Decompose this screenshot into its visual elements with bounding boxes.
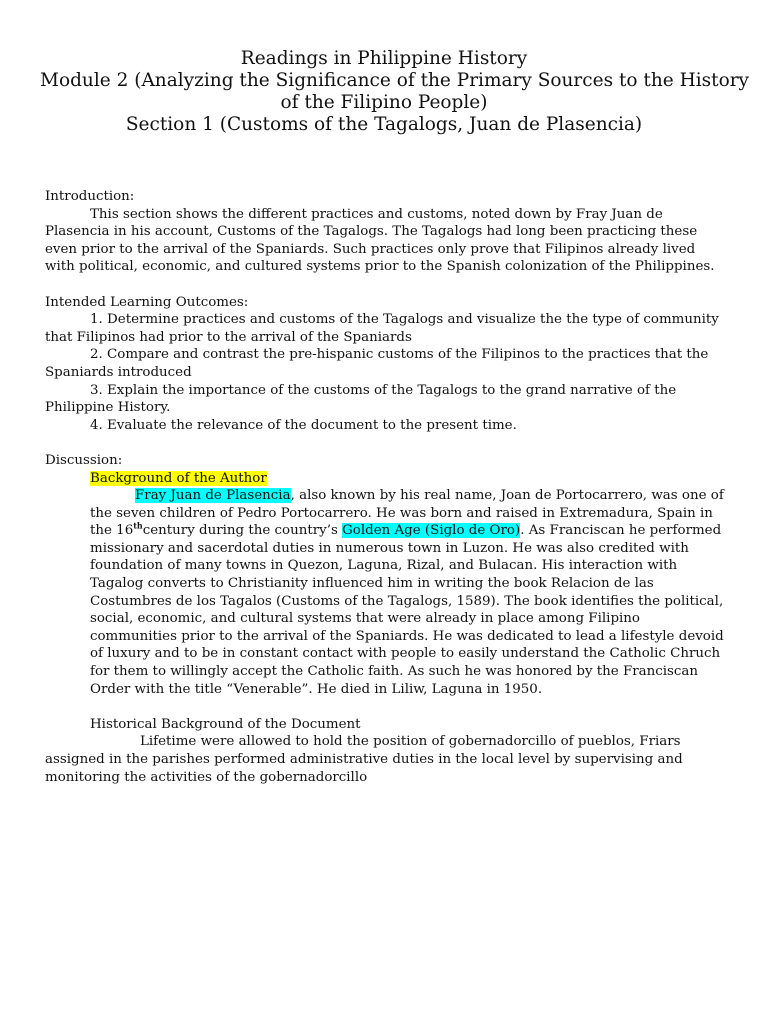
- author-text: , also known by his real name, Joan de Portocarrero, was one of the seven children of Pedro Portocarrero. He was born and raised in Extremadura, Spain in the 16: [90, 488, 724, 539]
- outcomes-label: Intended Learning Outcomes:: [45, 294, 249, 310]
- historical-text: Lifetime were allowed to hold the position of gobernadorcillo of pueblos, Friars assigned in the parishes performed administrative duties in the local level by supervising and monitoring the activities of the gobernadorcillo: [45, 734, 683, 785]
- outcome-item: 3. Explain the importance of the customs of the Tagalogs to the grand narrative of the Philippine History.: [45, 382, 677, 416]
- ordinal-suffix: th: [133, 520, 143, 531]
- golden-age-highlight: Golden Age (Siglo de Oro): [342, 523, 521, 539]
- author-name-highlight: Fray Juan de Plasencia: [135, 488, 291, 504]
- title-course: Readings in Philippine History: [240, 48, 528, 69]
- author-heading: [45, 470, 725, 488]
- title-module: Module 2 (Analyzing the Significance of the Primary Sources to the History: [40, 70, 749, 91]
- historical-heading: Historical Background of the Document: [90, 716, 361, 732]
- document-body: [45, 188, 725, 786]
- title-section: Section 1 (Customs of the Tagalogs, Juan de Plasencia): [125, 114, 643, 135]
- title-module-cont: of the Filipino People): [280, 92, 488, 113]
- author-heading-text: Background of the Author: [90, 470, 267, 486]
- document-title: [40, 48, 749, 136]
- introduction-text: This section shows the different practices and customs, noted down by Fray Juan de Plasencia in his account, Customs of the Tagalogs. The Tagalogs had long been practicing these even prior to the arrival of the Spaniards. Such practices only prove that Filipinos already lived with political, economic, and cultured systems prior to the Spanish colonization of the Philippines.: [45, 206, 715, 275]
- author-text: century during the country’s: [142, 523, 343, 539]
- author-paragraph: [45, 487, 725, 698]
- outcome-item: 2. Compare and contrast the pre-hispanic customs of the Filipinos to the practices that the Spaniards introduced: [45, 347, 709, 380]
- outcome-item: 1. Determine practices and customs of the Tagalogs and visualize the the type of community that Filipinos had prior to the arrival of the Spaniards: [45, 312, 719, 345]
- outcome-item: 4. Evaluate the relevance of the document to the present time.: [90, 417, 517, 433]
- introduction-label: Introduction:: [45, 189, 135, 204]
- discussion-label: Discussion:: [45, 452, 123, 468]
- author-text: . As Franciscan he performed missionary and sacerdotal duties in numerous town in Luzon. He was also credited with foundation of many towns in Quezon, Laguna, Rizal, and Bulacan. His interaction with Tagalog converts to Christianity influenced him in writing the book Relacion de las Costumbres de los Tagalos (Customs of the Tagalogs, 1589). The book identifies the political, social, economic, and cultural systems that were already in place among Filipino communities prior to the arrival of the Spaniards. He was dedicated to lead a lifestyle devoid of luxury and to be in constant contact with people to easily understand the Catholic Chruch for them to willingly accept the Catholic faith. As such he was honored by the Franciscan Order with the title “Venerable”. He died in Liliw, Laguna in 1950.: [90, 523, 724, 697]
